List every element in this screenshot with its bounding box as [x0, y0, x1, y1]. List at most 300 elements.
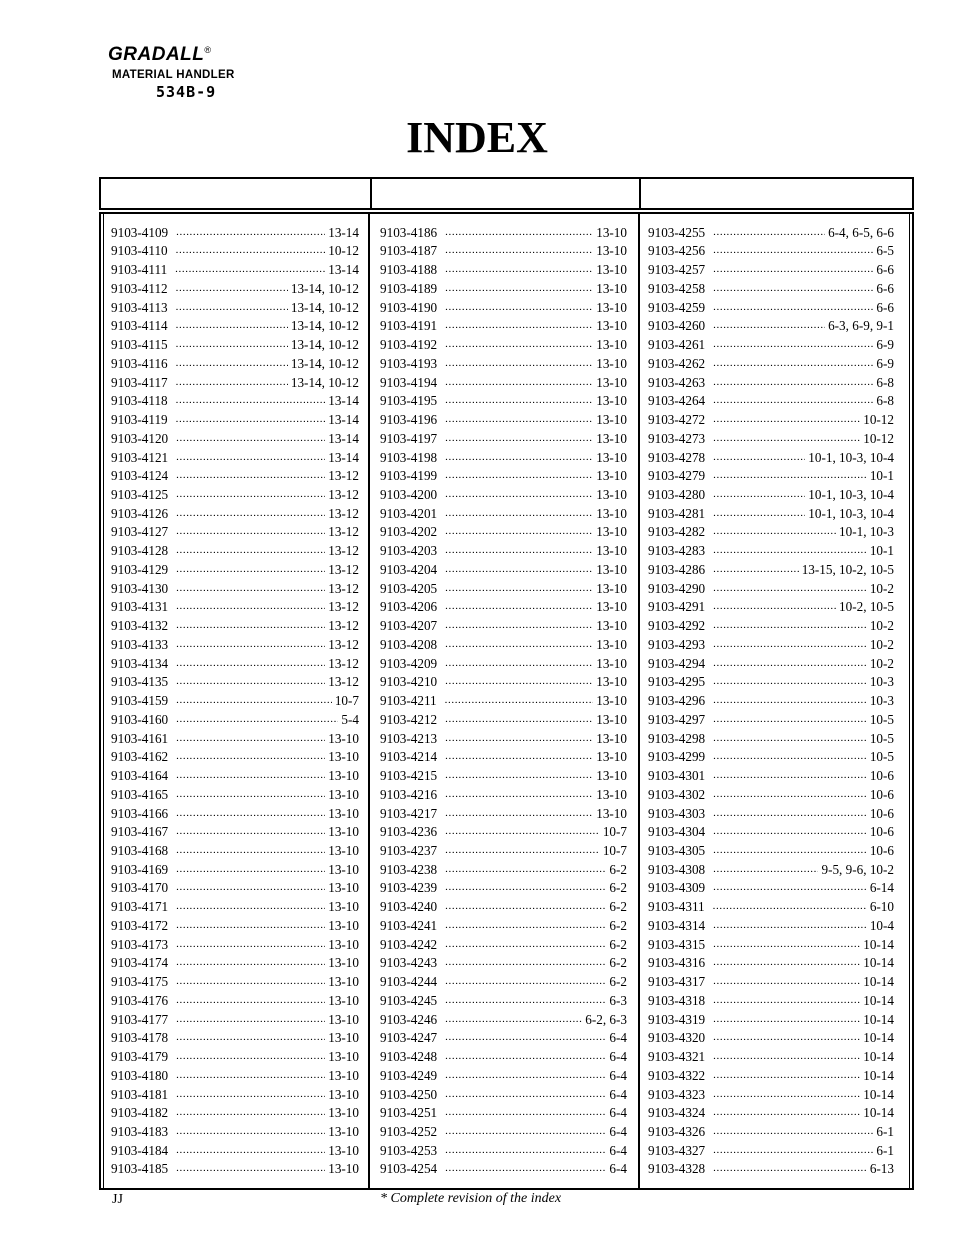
part-number: 9103-4119 — [111, 412, 168, 428]
part-number: 9103-4202 — [380, 524, 438, 540]
part-number: 9103-4186 — [380, 224, 438, 240]
dot-leader — [445, 242, 593, 258]
dot-leader — [445, 299, 593, 315]
index-entry — [111, 316, 359, 335]
part-number: 9103-4121 — [111, 449, 169, 465]
index-entry — [111, 953, 359, 972]
index-entry — [648, 1009, 894, 1028]
page-title: INDEX — [406, 113, 548, 162]
index-entry — [648, 840, 894, 859]
page-reference: 13-10 — [596, 749, 627, 765]
dot-leader — [176, 730, 325, 746]
page-reference: 13-10 — [596, 768, 627, 784]
part-number: 9103-4196 — [380, 412, 438, 428]
page-reference: 13-10 — [596, 487, 627, 503]
part-number: 9103-4204 — [380, 561, 438, 577]
part-number: 9103-4124 — [111, 468, 169, 484]
dot-leader — [445, 879, 606, 895]
part-number: 9103-4131 — [111, 599, 169, 615]
dot-leader — [713, 561, 799, 577]
page-reference: 13-10 — [596, 280, 627, 296]
dot-leader — [445, 805, 593, 821]
part-number: 9103-4129 — [111, 561, 169, 577]
part-number: 9103-4185 — [111, 1161, 169, 1177]
page-reference: 13-10 — [328, 899, 359, 915]
dot-leader — [445, 505, 593, 521]
page-reference: 10-7 — [602, 842, 627, 858]
column-divider — [368, 214, 370, 1188]
part-number: 9103-4295 — [648, 674, 706, 690]
index-entry — [111, 428, 359, 447]
part-number: 9103-4254 — [380, 1161, 438, 1177]
page-reference: 10-12 — [328, 243, 359, 259]
index-entry — [111, 1140, 359, 1159]
dot-leader — [713, 1067, 860, 1083]
index-entry — [111, 241, 359, 260]
part-number: 9103-4114 — [111, 318, 168, 334]
dot-leader — [713, 861, 818, 877]
index-entry — [648, 484, 894, 503]
part-number: 9103-4187 — [380, 243, 438, 259]
page-reference: 13-10 — [328, 1142, 359, 1158]
footer-revision-note: * Complete revision of the index — [380, 1191, 562, 1206]
part-number: 9103-4216 — [380, 786, 438, 802]
index-entry — [111, 578, 359, 597]
page-reference: 6-4 — [609, 1105, 627, 1121]
dot-leader — [713, 280, 873, 296]
page-reference: 6-14 — [869, 880, 894, 896]
page-reference: 13-10 — [596, 430, 627, 446]
page-reference: 13-14 — [328, 224, 359, 240]
page-reference: 13-10 — [328, 768, 359, 784]
index-entry — [111, 222, 359, 241]
page-reference: 10-2 — [869, 636, 894, 652]
dot-leader — [176, 355, 288, 371]
index-entry — [648, 709, 894, 728]
index-entry — [648, 653, 894, 672]
page-reference: 10-14 — [863, 1086, 894, 1102]
part-number: 9103-4245 — [380, 992, 438, 1008]
dot-leader — [713, 355, 873, 371]
dot-leader — [445, 1067, 606, 1083]
index-entry — [111, 1028, 359, 1047]
index-entry — [111, 372, 359, 391]
dot-leader — [176, 1029, 325, 1045]
index-entry — [648, 597, 894, 616]
index-entry — [380, 1159, 627, 1178]
index-entry — [380, 896, 627, 915]
part-number: 9103-4259 — [648, 299, 706, 315]
part-number: 9103-4194 — [380, 374, 438, 390]
index-entry — [380, 747, 627, 766]
index-entry — [380, 503, 627, 522]
page-reference: 13-12 — [328, 655, 359, 671]
index-entry — [111, 971, 359, 990]
part-number: 9103-4255 — [648, 224, 706, 240]
index-entry — [111, 278, 359, 297]
index-entry — [380, 615, 627, 634]
dot-leader — [176, 973, 325, 989]
dot-leader — [713, 917, 867, 933]
page-reference: 13-12 — [328, 674, 359, 690]
index-entry — [111, 690, 359, 709]
index-entry — [111, 709, 359, 728]
page-reference: 13-10 — [328, 1011, 359, 1027]
part-number: 9103-4303 — [648, 805, 706, 821]
page-reference: 10-6 — [869, 768, 894, 784]
index-entry — [380, 653, 627, 672]
index-entry — [380, 316, 627, 335]
page-reference: 13-10 — [596, 561, 627, 577]
dot-leader — [445, 224, 593, 240]
part-number: 9103-4126 — [111, 505, 169, 521]
part-number: 9103-4256 — [648, 243, 706, 259]
dot-leader — [176, 224, 325, 240]
index-entry — [111, 878, 359, 897]
dot-leader — [713, 317, 825, 333]
index-entry — [380, 1121, 627, 1140]
page-reference: 9-5, 9-6, 10-2 — [821, 861, 894, 877]
dot-leader — [176, 411, 326, 427]
page-reference: 13-10 — [596, 412, 627, 428]
index-entry — [380, 1065, 627, 1084]
index-entry — [648, 503, 894, 522]
index-entry — [648, 428, 894, 447]
part-number: 9103-4113 — [111, 299, 168, 315]
dot-leader — [445, 1029, 606, 1045]
dot-leader — [176, 392, 326, 408]
index-entry — [111, 540, 359, 559]
dot-leader — [713, 542, 867, 558]
dot-leader — [445, 823, 600, 839]
page-reference: 13-10 — [596, 243, 627, 259]
page-reference: 13-10 — [328, 842, 359, 858]
dot-leader — [176, 748, 325, 764]
index-entry — [111, 391, 359, 410]
part-number: 9103-4193 — [380, 355, 438, 371]
page-reference: 13-10 — [328, 1030, 359, 1046]
index-entry — [648, 259, 894, 278]
index-entry — [380, 971, 627, 990]
dot-leader — [713, 1123, 873, 1139]
index-entry — [648, 822, 894, 841]
table-header-row — [99, 177, 914, 210]
index-entry — [380, 690, 627, 709]
part-number: 9103-4282 — [648, 524, 706, 540]
index-entry — [111, 1065, 359, 1084]
index-entry — [111, 353, 359, 372]
page-reference: 6-6 — [876, 280, 894, 296]
dot-leader — [713, 692, 867, 708]
index-entry — [648, 878, 894, 897]
part-number: 9103-4315 — [648, 936, 706, 952]
index-entry — [111, 484, 359, 503]
dot-leader — [176, 1142, 325, 1158]
page-reference: 13-10 — [328, 749, 359, 765]
part-number: 9103-4298 — [648, 730, 706, 746]
part-number: 9103-4246 — [380, 1011, 438, 1027]
index-entry — [380, 840, 627, 859]
page-reference: 10-7 — [602, 824, 627, 840]
index-entry — [648, 466, 894, 485]
dot-leader — [176, 1011, 325, 1027]
page-reference: 13-10 — [328, 1123, 359, 1139]
part-number: 9103-4294 — [648, 655, 706, 671]
index-column-3 — [648, 222, 894, 1177]
part-number: 9103-4262 — [648, 355, 706, 371]
dot-leader — [445, 411, 593, 427]
index-entry — [380, 728, 627, 747]
index-entry — [648, 990, 894, 1009]
page-reference: 10-3 — [869, 693, 894, 709]
dot-leader — [445, 898, 606, 914]
page-reference: 10-1, 10-3, 10-4 — [808, 505, 894, 521]
dot-leader — [713, 936, 860, 952]
dot-leader — [176, 861, 325, 877]
dot-leader — [176, 1123, 325, 1139]
page-reference: 6-2 — [609, 880, 627, 896]
index-entry — [380, 1046, 627, 1065]
part-number: 9103-4109 — [111, 224, 169, 240]
dot-leader — [176, 711, 338, 727]
page-reference: 6-4 — [609, 1161, 627, 1177]
index-entry — [380, 1009, 627, 1028]
part-number: 9103-4184 — [111, 1142, 169, 1158]
part-number: 9103-4311 — [648, 899, 705, 915]
page-reference: 13-10 — [596, 318, 627, 334]
part-number: 9103-4205 — [380, 580, 438, 596]
page-reference: 6-2 — [609, 936, 627, 952]
index-entry — [111, 503, 359, 522]
part-number: 9103-4308 — [648, 861, 706, 877]
index-entry — [380, 522, 627, 541]
index-entry — [380, 1103, 627, 1122]
dot-leader — [176, 374, 288, 390]
dot-leader — [713, 973, 860, 989]
dot-leader — [176, 786, 325, 802]
part-number: 9103-4179 — [111, 1049, 169, 1065]
dot-leader — [713, 1142, 873, 1158]
page-reference: 10-2, 10-5 — [839, 599, 894, 615]
page-reference: 10-1 — [869, 543, 894, 559]
dot-leader — [445, 561, 593, 577]
part-number: 9103-4309 — [648, 880, 706, 896]
index-entry — [380, 934, 627, 953]
part-number: 9103-4317 — [648, 974, 706, 990]
part-number: 9103-4120 — [111, 430, 169, 446]
page-reference: 6-4 — [609, 1123, 627, 1139]
part-number: 9103-4161 — [111, 730, 169, 746]
part-number: 9103-4286 — [648, 561, 706, 577]
part-number: 9103-4199 — [380, 468, 438, 484]
dot-leader — [713, 580, 867, 596]
page-reference: 13-14 — [328, 393, 359, 409]
index-column-1 — [111, 222, 359, 1177]
part-number: 9103-4239 — [380, 880, 438, 896]
index-entry — [380, 391, 627, 410]
index-entry — [648, 1103, 894, 1122]
dot-leader — [176, 1104, 325, 1120]
page-reference: 10-3 — [869, 674, 894, 690]
dot-leader — [445, 392, 593, 408]
part-number: 9103-4247 — [380, 1030, 438, 1046]
part-number: 9103-4159 — [111, 693, 169, 709]
part-number: 9103-4305 — [648, 842, 706, 858]
part-number: 9103-4319 — [648, 1011, 706, 1027]
dot-leader — [713, 299, 873, 315]
page-reference: 6-1 — [876, 1142, 894, 1158]
page-reference: 13-10 — [596, 524, 627, 540]
page-reference: 13-10 — [596, 374, 627, 390]
index-entry — [111, 522, 359, 541]
part-number: 9103-4217 — [380, 805, 438, 821]
index-entry — [648, 615, 894, 634]
page-reference: 13-14, 10-12 — [290, 318, 359, 334]
dot-leader — [445, 692, 594, 708]
page-reference: 6-4 — [609, 1049, 627, 1065]
page-reference: 5-4 — [341, 711, 359, 727]
part-number: 9103-4183 — [111, 1123, 169, 1139]
dot-leader — [176, 280, 288, 296]
index-entry — [380, 765, 627, 784]
index-entry — [648, 447, 894, 466]
page-reference: 13-12 — [328, 636, 359, 652]
part-number: 9103-4296 — [648, 693, 706, 709]
page-reference: 13-10 — [328, 805, 359, 821]
dot-leader — [713, 1160, 867, 1176]
dot-leader — [176, 692, 332, 708]
page-reference: 6-10 — [869, 899, 894, 915]
dot-leader — [176, 505, 325, 521]
part-number: 9103-4167 — [111, 824, 169, 840]
part-number: 9103-4293 — [648, 636, 706, 652]
index-entry — [111, 653, 359, 672]
page-reference: 6-2, 6-3 — [585, 1011, 627, 1027]
index-entry — [648, 1121, 894, 1140]
part-number: 9103-4128 — [111, 543, 169, 559]
dot-leader — [176, 580, 325, 596]
index-entry — [380, 484, 627, 503]
dot-leader — [176, 317, 288, 333]
page-reference: 6-2 — [609, 899, 627, 915]
part-number: 9103-4322 — [648, 1067, 706, 1083]
index-entry — [380, 672, 627, 691]
index-column-2 — [380, 222, 627, 1177]
part-number: 9103-4279 — [648, 468, 706, 484]
index-entry — [648, 334, 894, 353]
index-entry — [648, 540, 894, 559]
page-reference: 13-10 — [328, 1086, 359, 1102]
part-number: 9103-4211 — [380, 693, 437, 709]
dot-leader — [713, 486, 805, 502]
dot-leader — [176, 1160, 325, 1176]
part-number: 9103-4213 — [380, 730, 438, 746]
index-entry — [648, 896, 894, 915]
index-entry — [111, 409, 359, 428]
index-entry — [111, 1009, 359, 1028]
dot-leader — [445, 580, 593, 596]
page-reference: 13-12 — [328, 487, 359, 503]
part-number: 9103-4264 — [648, 393, 706, 409]
dot-leader — [445, 467, 593, 483]
page-reference: 10-14 — [863, 992, 894, 1008]
part-number: 9103-4253 — [380, 1142, 438, 1158]
part-number: 9103-4261 — [648, 337, 706, 353]
index-entry — [648, 765, 894, 784]
page-reference: 13-10 — [596, 543, 627, 559]
page-reference: 13-12 — [328, 561, 359, 577]
page-reference: 10-14 — [863, 955, 894, 971]
index-entry — [648, 934, 894, 953]
page-reference: 13-12 — [328, 580, 359, 596]
index-entry — [111, 259, 359, 278]
dot-leader — [176, 1086, 325, 1102]
page-reference: 13-14, 10-12 — [290, 374, 359, 390]
dot-leader — [445, 842, 600, 858]
dot-leader — [176, 805, 325, 821]
part-number: 9103-4177 — [111, 1011, 169, 1027]
part-number: 9103-4244 — [380, 974, 438, 990]
page-reference: 13-15, 10-2, 10-5 — [801, 561, 894, 577]
dot-leader — [176, 1048, 325, 1064]
index-entry — [380, 334, 627, 353]
page-reference: 10-7 — [334, 693, 359, 709]
dot-leader — [445, 1160, 606, 1176]
dot-leader — [445, 861, 606, 877]
page-reference: 13-10 — [328, 730, 359, 746]
index-entry — [380, 278, 627, 297]
dot-leader — [713, 449, 805, 465]
dot-leader — [445, 711, 593, 727]
dot-leader — [176, 617, 325, 633]
dot-leader — [713, 842, 867, 858]
index-entry — [648, 297, 894, 316]
index-entry — [111, 447, 359, 466]
page-reference: 13-10 — [596, 262, 627, 278]
part-number: 9103-4215 — [380, 768, 438, 784]
index-entry — [111, 297, 359, 316]
page-reference: 10-14 — [863, 1105, 894, 1121]
part-number: 9103-4174 — [111, 955, 169, 971]
part-number: 9103-4242 — [380, 936, 438, 952]
page-reference: 13-14, 10-12 — [290, 299, 359, 315]
index-entry — [380, 709, 627, 728]
index-entry — [648, 1046, 894, 1065]
index-entry — [380, 559, 627, 578]
dot-leader — [713, 242, 873, 258]
page-reference: 13-12 — [328, 524, 359, 540]
dot-leader — [176, 449, 325, 465]
page-reference: 13-10 — [596, 468, 627, 484]
index-entry — [380, 915, 627, 934]
part-number: 9103-4110 — [111, 243, 168, 259]
part-number: 9103-4162 — [111, 749, 169, 765]
page-reference: 13-10 — [596, 786, 627, 802]
index-entry — [111, 934, 359, 953]
index-entry — [648, 1159, 894, 1178]
part-number: 9103-4278 — [648, 449, 706, 465]
part-number: 9103-4250 — [380, 1086, 438, 1102]
dot-leader — [176, 898, 325, 914]
index-entry — [111, 915, 359, 934]
dot-leader — [176, 954, 325, 970]
index-entry — [648, 278, 894, 297]
page-reference: 6-6 — [876, 299, 894, 315]
part-number: 9103-4188 — [380, 262, 438, 278]
page-reference: 6-4 — [609, 1030, 627, 1046]
part-number: 9103-4178 — [111, 1030, 169, 1046]
index-entry — [111, 747, 359, 766]
